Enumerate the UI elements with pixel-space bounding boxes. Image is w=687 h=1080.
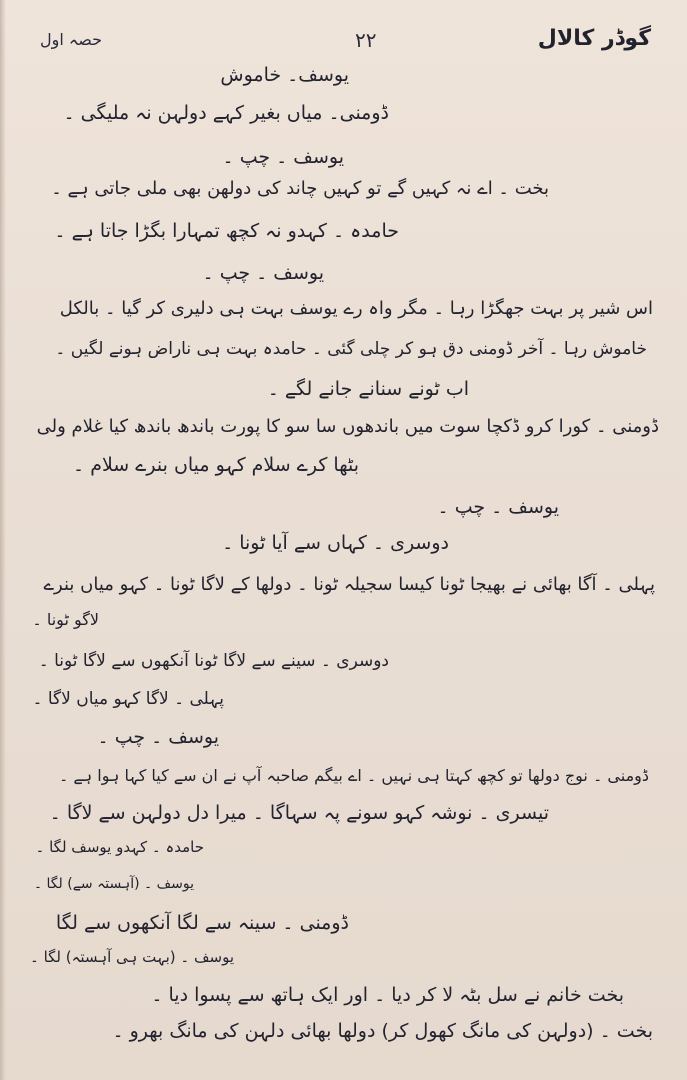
text-line: یوسف ۔ چپ ۔ bbox=[437, 496, 559, 518]
page-body bbox=[30, 62, 659, 1060]
text-line: ڈومنی ۔ کورا کرو ڈکچا سوت میں باندھوں سا سو کا پورت باندھ باندھ کیا غلام ولی bbox=[36, 416, 659, 437]
text-line: پہلی ۔ لاگا کہو میاں لاگا ۔ bbox=[32, 689, 224, 709]
page-number: ۲۲ bbox=[355, 28, 377, 52]
page-header bbox=[30, 22, 657, 62]
text-line: دوسری ۔ سینے سے لاگا ٹونا آنکھوں سے لاگا ٹونا ۔ bbox=[38, 651, 389, 671]
text-line: یوسف ۔ (بہت ہی آہستہ) لگا ۔ bbox=[30, 948, 234, 966]
text-line: یوسف ۔ چپ ۔ bbox=[222, 146, 344, 168]
section-label: حصہ اول bbox=[40, 30, 103, 49]
text-line: بخت خانم نے سل بٹہ لا کر دیا ۔ اور ایک ہاتھ سے پسوا دیا ۔ bbox=[151, 984, 624, 1006]
text-line: بخت ۔ (دولہن کی مانگ کھول کر) دولھا بھائی دلہن کی مانگ بھرو ۔ bbox=[112, 1020, 653, 1042]
text-line: ڈومنی۔ میاں بغیر کہے دولہن نہ ملیگی ۔ bbox=[63, 102, 389, 124]
text-line: یوسف ۔ چپ ۔ bbox=[97, 726, 219, 748]
text-line: یوسف ۔ چپ ۔ bbox=[202, 262, 324, 284]
text-line: حامدہ ۔ کہدو یوسف لگا ۔ bbox=[35, 838, 204, 856]
text-line: یوسف۔ خاموش bbox=[220, 64, 349, 86]
text-line: ڈومنی ۔ نوج دولھا تو کچھ کہتا ہی نہیں ۔ اے بیگم صاحبہ آپ نے ان سے کیا کہا ہوا ہے ۔ bbox=[58, 766, 649, 785]
text-line: یوسف ۔ (آہستہ سے) لگا ۔ bbox=[33, 876, 194, 892]
page-edge-shadow bbox=[0, 0, 6, 1080]
text-line: بخت ۔ اے نہ کہیں گے تو کہیں چاند کی دولھن بھی ملی جاتی ہے ۔ bbox=[51, 178, 549, 199]
text-line: دوسری ۔ کہاں سے آیا ٹونا ۔ bbox=[222, 532, 449, 554]
text-line: حامدہ ۔ کہدو نہ کچھ تمہارا بگڑا جاتا ہے ۔ bbox=[54, 220, 399, 242]
book-title: گوڈر کالال bbox=[537, 26, 651, 51]
text-line: بٹھا کرے سلام کہو میاں بنرے سلام ۔ bbox=[73, 454, 359, 476]
text-line: اس شیر پر بہت جھگڑا رہا ۔ مگر واہ رے یوسف بہت ہی دلیری کر گیا ۔ بالکل bbox=[59, 298, 653, 319]
text-line: ڈومنی ۔ سینہ سے لگا آنکھوں سے لگا bbox=[55, 912, 349, 934]
text-line: اب ٹونے سنانے جانے لگے ۔ bbox=[267, 378, 469, 400]
text-line: پہلی ۔ آگا بھائی نے بھیجا ٹونا کیسا سجیلہ ٹونا ۔ دولھا کے لاگا ٹونا ۔ کہو میاں بنرے bbox=[43, 574, 655, 595]
text-line: خاموش رہا ۔ آخر ڈومنی دق ہو کر چلی گئی ۔ حامدہ بہت ہی ناراض ہونے لگیں ۔ bbox=[55, 339, 647, 359]
text-line: تیسری ۔ نوشہ کہو سونے پہ سہاگا ۔ میرا دل دولہن سے لاگا ۔ bbox=[49, 802, 549, 824]
text-line: لاگو ٹونا ۔ bbox=[32, 610, 99, 629]
